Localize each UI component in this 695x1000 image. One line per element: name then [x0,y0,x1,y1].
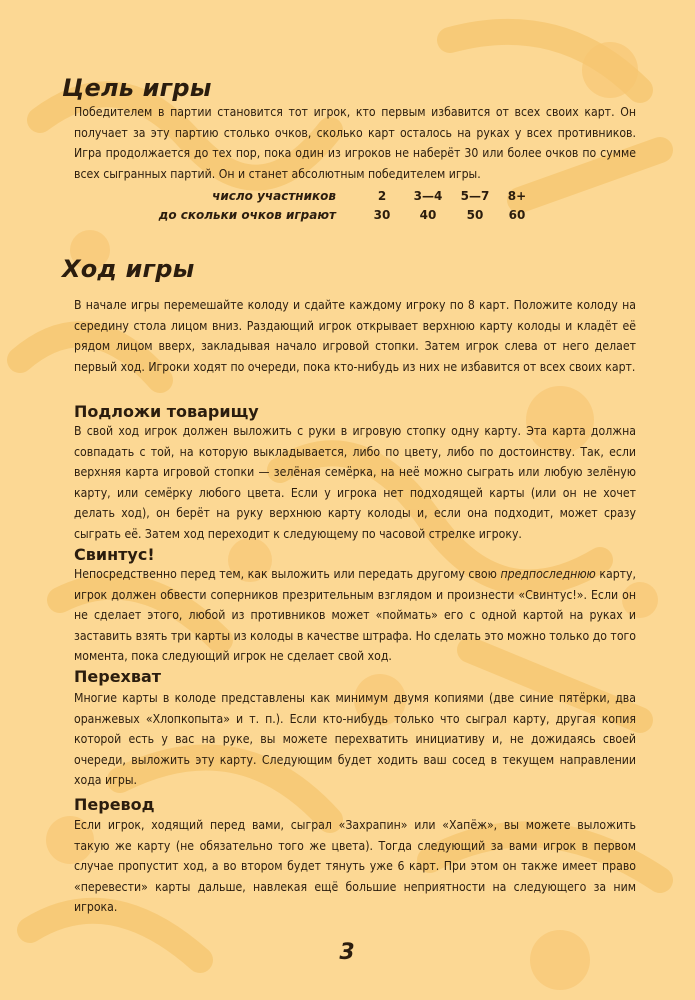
points-cell: 30 [373,208,391,222]
turn-text: В начале игры перемешайте колоду и сдайте каждому игроку по 8 карт. Положите колоду на середину стола лицом вниз. Раздающий игрок открывает верхнюю карту колоды и кладёт её рядом лицом вверх, закладывая начало игровой стопки. Затем игрок слева от него делает первый ход. Игроки ходят по очереди, пока кто-нибудь из них не избавится от всех своих карт. [74,298,636,374]
points-label: до скольки очков играют [158,208,336,222]
svintus-text-before: Непосредственно перед тем, как выложить или передать другому свою [74,567,501,581]
players-label: число участников [212,189,336,203]
page-number: 3 [339,940,355,965]
perevod-text: Если игрок, ходящий перед вами, сыграл «Захрапин» или «Хапёж», вы можете выложить такую же карту (не обязательно того же цвета). Тогда следующий за вами игрок в первом случае пропустит ход, а во втором будет тянуть уже 6 карт. При этом он также имеет право «перевести» карты дальше, навлекая ещё большие неприятности на следующего за ним игрока. [74,818,636,914]
perevod-title: Перевод [74,795,155,814]
perehvat-title: Перехват [74,667,162,686]
perehvat-text: Многие карты в колоде представлены как минимум двумя копиями (две синие пятёрки, два оранжевых «Хлопкопыта» и т. п.). Если кто-нибудь только что сыграл карту, другая копия которой есть у вас на руке, вы можете перехватить инициативу и, не дожидаясь своей очереди, выложить эту карту. Следующим будет ходить ваш сосед в текущем направлении хода игры. [74,691,636,787]
turn-title: Ход игры [62,255,195,283]
svintus-title: Свинтус! [74,545,155,564]
goal-text: Победителем в партии становится тот игрок, кто первым избавится от всех своих карт. Он получает за эту партию столько очков, сколько карт осталось на руках у всех противников. Игра продолжается до тех пор, пока один из игроков не наберёт 30 или более очков по сумме всех сыгранных партий. Он и станет абсолютным победителем игры. [74,105,636,181]
players-cell: 2 [377,189,387,203]
goal-title: Цель игры [62,74,212,102]
players-cell: 5—7 [460,189,490,203]
svintus-text-emph: предпоследнюю [500,567,596,581]
players-cell: 3—4 [413,189,443,203]
svintus-text-after: карту, игрок должен обвести соперников презрительным взглядом и произнести «Свинтус!». Если он не сделает этого, любой из противников может «поймать» его с одной картой на руках и заставить взять три карты из колоды в качестве штрафа. Но сделать это можно только до того момента, пока следующий игрок не сделает свой ход. [74,567,637,663]
points-cell: 40 [419,208,437,222]
podlozhi-text: В свой ход игрок должен выложить с руки в игровую стопку одну карту. Эта карта должна совпадать с той, на которую выкладывается, либо по цвету, либо по достоинству. Так, если верхняя карта игровой стопки — зелёная семёрка, на неё можно сыграть или любую зелёную карту, или семёрку любого цвета. Если у игрока нет подходящей карты (или он не хочет делать ход), он берёт на руку верхнюю карту колоды и, если она подходит, может сразу сыграть её. Затем ход переходит к следующему по часовой стрелке игроку. [74,424,636,541]
points-cell: 60 [508,208,526,222]
podlozhi-title: Подложи товарищу [74,402,259,421]
svintus-text [74,564,636,667]
players-cell: 8+ [507,189,527,203]
points-cell: 50 [466,208,484,222]
